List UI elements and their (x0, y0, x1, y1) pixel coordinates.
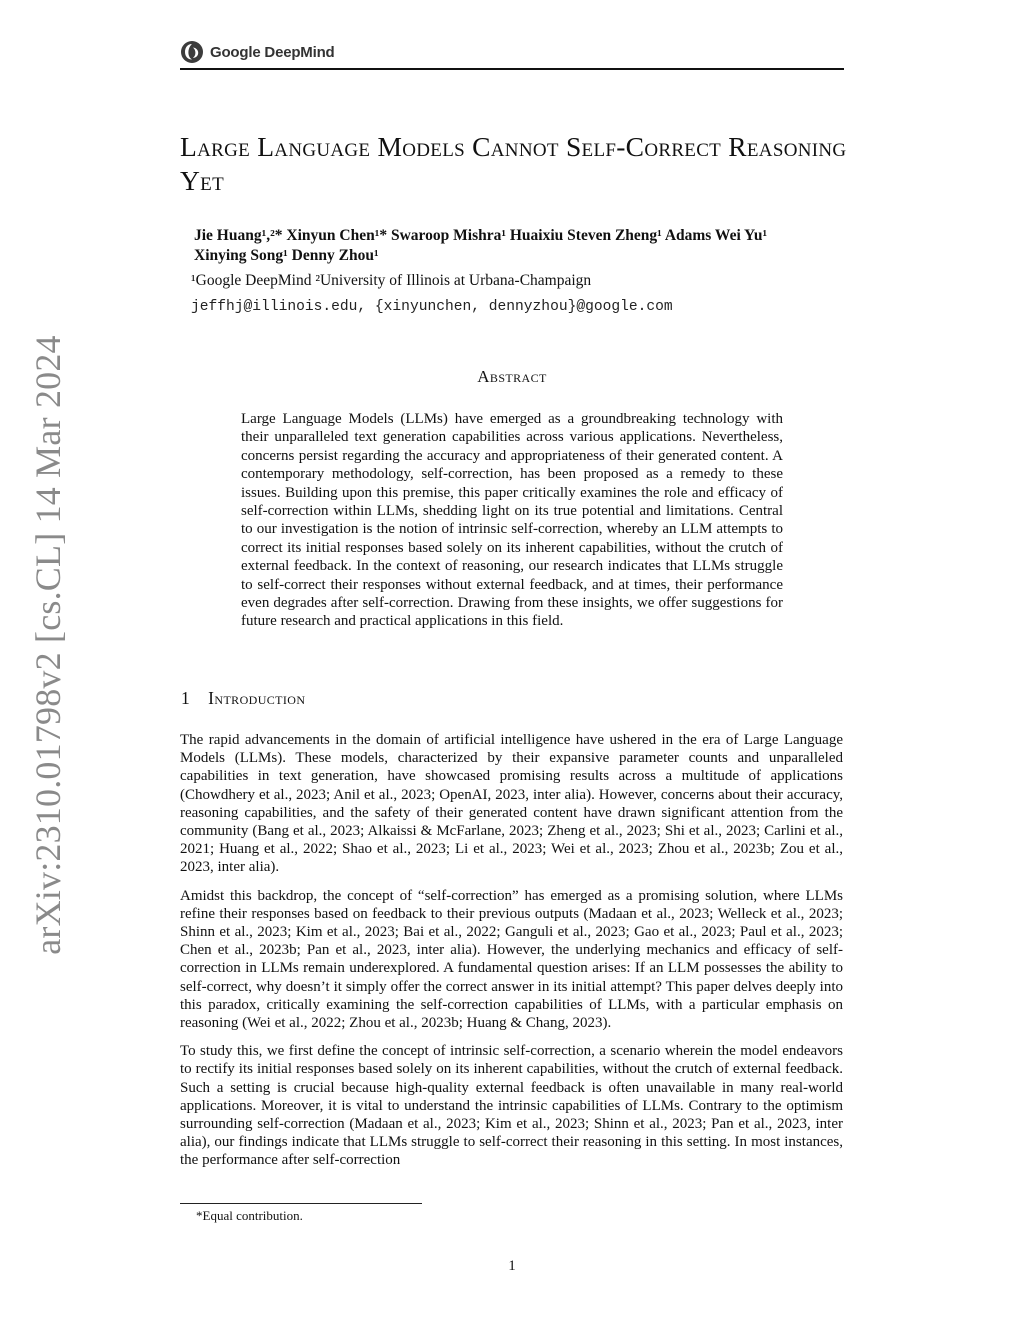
google-deepmind-logo (180, 40, 335, 64)
affiliations: ¹Google DeepMind ²University of Illinois at Urbana-Champaign (191, 272, 592, 289)
logo-text: Google DeepMind (210, 43, 335, 61)
author-emails: jeffhj@illinois.edu, {xinyunchen, dennyzhou}@google.com (191, 299, 673, 315)
section-title: Introduction (208, 688, 306, 708)
arxiv-identifier: arXiv:2310.01798v2 [cs.CL] 14 Mar 2024 (28, 335, 68, 955)
author-list (194, 226, 854, 266)
section-heading-introduction (181, 688, 305, 709)
page-number: 1 (508, 1258, 516, 1274)
header-bar (180, 36, 844, 70)
deepmind-logo-icon (180, 40, 204, 64)
introduction-body (180, 731, 843, 1180)
abstract-heading: Abstract (477, 367, 547, 386)
abstract-text: Large Language Models (LLMs) have emerged as a groundbreaking technology with their unparalleled text generation capabilities across various applications. Nevertheless, concerns persist regarding the accuracy and appropriateness of their generated content. A contemporary methodology, self-correction, has been proposed as a remedy to these issues. Building upon this premise, this paper critically examines the role and efficacy of self-correction within LLMs, shedding light on its true potential and limitations. Central to our investigation is the notion of intrinsic self-correction, whereby an LLM attempts to correct its initial responses based solely on its inherent capabilities, without the crutch of external feedback. In the context of reasoning, our research indicates that LLMs struggle to self-correct their responses without external feedback, and at times, their performance even degrades after self-correction. Drawing from these insights, we offer suggestions for future research and practical applications in this field. (241, 411, 783, 630)
footnote-rule (180, 1203, 422, 1204)
paper-title: Large Language Models Cannot Self-Correct Reasoning Yet (180, 131, 847, 196)
section-number: 1 (181, 688, 191, 708)
paragraph: Amidst this backdrop, the concept of “self-correction” has emerged as a promising solution, where LLMs refine their responses based on feedback to their previous outputs (Madaan et al., 2023; Welleck et al., 2023; Shinn et al., 2023; Kim et al., 2023; Bai et al., 2022; Ganguli et al., 2023; Gao et al., 2023; Paul et al., 2023; Chen et al., 2023b; Pan et al., 2023, inter alia). However, the underlying mechanics and efficacy of self-correction in LLMs remain underexplored. A fundamental question arises: If an LLM possesses the ability to self-correct, why doesn’t it simply offer the correct answer in its initial attempt? This paper delves deeply into this paradox, critically examining the self-correction capabilities of LLMs, with a particular emphasis on reasoning (Wei et al., 2022; Zhou et al., 2023b; Huang & Chang, 2023). (180, 887, 843, 1032)
authors-line-2: Xinying Song¹ Denny Zhou¹ (194, 247, 379, 264)
footnote: *Equal contribution. (196, 1208, 303, 1223)
paragraph: To study this, we first define the concept of intrinsic self-correction, a scenario wherein the model endeavors to rectify its initial responses based solely on its inherent capabilities, without the crutch of external feedback. Such a setting is crucial because high-quality external feedback is often unavailable in many real-world applications. Moreover, it is vital to understand the intrinsic capabilities of LLMs. Contrary to the optimism surrounding self-correction (Madaan et al., 2023; Kim et al., 2023; Shinn et al., 2023; Pan et al., 2023, inter alia), our findings indicate that LLMs struggle to self-correct their reasoning in this setting. In most instances, the performance after self-correction (180, 1043, 843, 1169)
paragraph: The rapid advancements in the domain of artificial intelligence have ushered in the era of Large Language Models (LLMs). These models, characterized by their expansive parameter counts and unparalleled capabilities in text generation, have showcased promising results across a multitude of applications (Chowdhery et al., 2023; Anil et al., 2023; OpenAI, 2023, inter alia). However, concerns about their accuracy, reasoning capabilities, and the safety of their generated content have drawn significant attention from the community (Bang et al., 2023; Alkaissi & McFarlane, 2023; Zheng et al., 2023; Shi et al., 2023; Carlini et al., 2021; Huang et al., 2022; Shao et al., 2023; Li et al., 2023; Wei et al., 2023; Zhou et al., 2023b; Zou et al., 2023, inter alia). (180, 732, 843, 876)
authors-line-1: Jie Huang¹,²* Xinyun Chen¹* Swaroop Mishra¹ Huaixiu Steven Zheng¹ Adams Wei Yu¹ (194, 227, 768, 244)
